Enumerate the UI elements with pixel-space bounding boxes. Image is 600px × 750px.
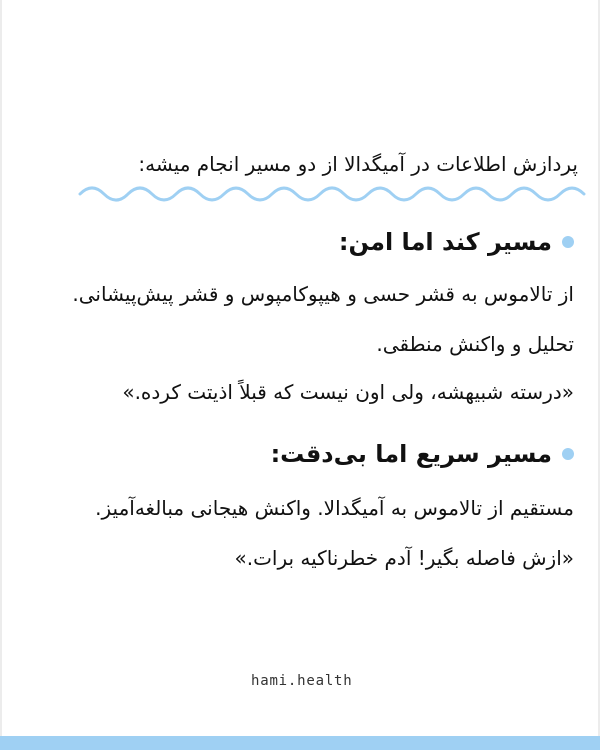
- wavy-underline-path: [80, 188, 584, 200]
- section-line-4: مستقیم از تالاموس به آمیگدالا. واکنش هیجانی مبالغه‌آمیز.: [95, 496, 574, 520]
- bullet-dot-icon: [562, 448, 574, 460]
- section-line-2: تحلیل و واکنش منطقی.: [376, 332, 574, 356]
- wavy-underline: [78, 182, 586, 204]
- section-line-5: «ازش فاصله بگیر! آدم خطرناکیه برات.»: [234, 546, 574, 570]
- bullet-dot-icon: [562, 236, 574, 248]
- section-heading-label: مسیر سریع اما بی‌دقت:: [270, 440, 552, 468]
- left-border: [0, 0, 2, 750]
- section-line-3: «درسته شبیهشه، ولی اون نیست که قبلاً اذیتت کرده.»: [122, 380, 574, 404]
- section-heading-label: مسیر کند اما امن:: [338, 228, 552, 256]
- section-heading-fast-path: [271, 438, 574, 470]
- bottom-band: [0, 736, 600, 750]
- section-line-1: از تالاموس به قشر حسی و هیپوکامپوس و قشر پیش‌پیشانی.: [72, 282, 574, 306]
- intro-text: پردازش اطلاعات در آمیگدالا از دو مسیر انجام میشه:: [138, 152, 578, 176]
- brand-handle: hami.health: [251, 673, 353, 689]
- section-heading-slow-path: [339, 226, 574, 258]
